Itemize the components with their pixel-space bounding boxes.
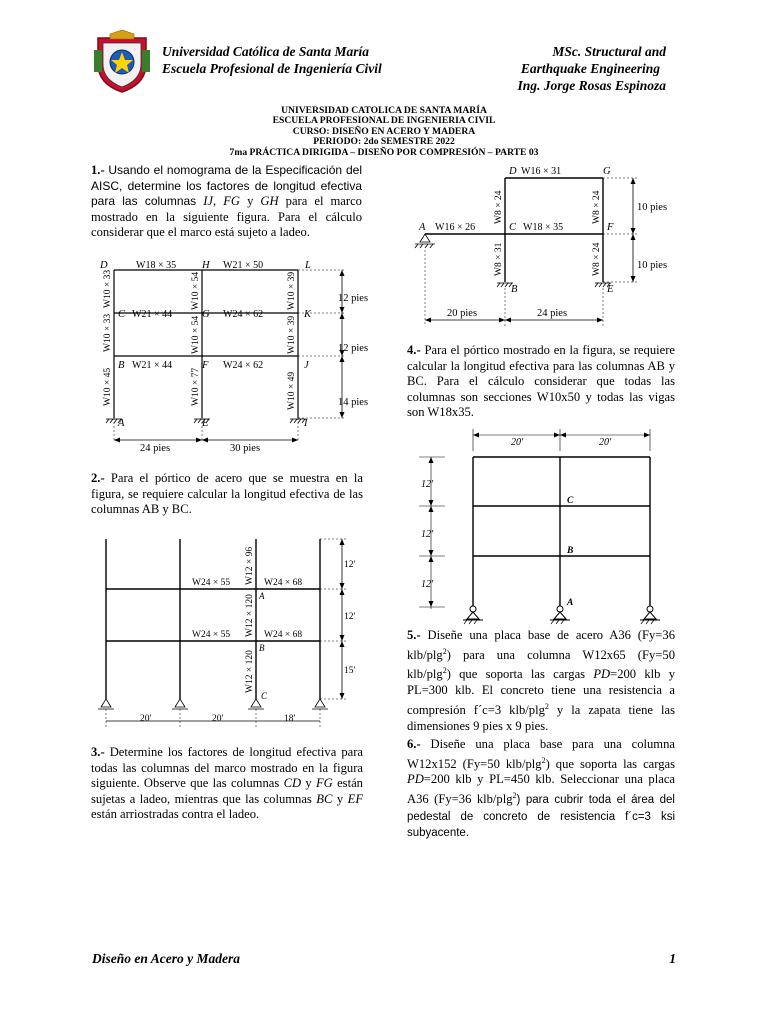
fig1-col-lk: W10 × 39 — [287, 271, 297, 310]
fig3-beam-cf: W18 × 35 — [523, 222, 564, 233]
fig1-dim-w1: 24 pies — [140, 443, 171, 454]
fig1-beam-dh: W18 × 35 — [136, 260, 177, 271]
fig3-node-e: E — [607, 284, 614, 295]
fig2-dim-h1: 12′ — [344, 560, 356, 570]
fig2-col-1: W12 × 96 — [245, 546, 255, 585]
problem-6-number: 6.- — [407, 737, 421, 751]
figure-4-frame — [405, 427, 670, 627]
fig1-col-kj: W10 × 39 — [287, 315, 297, 354]
fig1-beam-hl: W21 × 50 — [223, 260, 264, 271]
problem-3: 3.- Determine los factores de longitud efectiva para todas las columnas del marco mostrado en la figura siguiente. Observe que las columnas CD y FG están sujetas a ladeo, mientras que las columnas BC y EF están arriostradas contra el ladeo. — [91, 745, 364, 822]
fig3-dim-w1: 20 pies — [447, 308, 478, 319]
problem-4-number: 4.- — [407, 343, 421, 357]
fig1-col-ji: W10 × 49 — [287, 371, 297, 410]
fig3-col-fe: W8 × 24 — [592, 242, 602, 276]
fig1-beam-bf: W21 × 44 — [132, 360, 173, 371]
problem-2: 2.- Para el pórtico de acero que se muestra en la figura, se requiere calcular la longitud efectiva de las columnas AB y BC. — [91, 471, 363, 517]
fig2-label-a: A — [259, 591, 265, 601]
fig3-col-cb: W8 × 31 — [494, 242, 504, 276]
fig1-node-a: A — [118, 418, 125, 429]
fig1-node-e: E — [202, 418, 209, 429]
fig1-node-f: F — [202, 360, 209, 371]
figure-2-frame — [96, 537, 374, 734]
school-name: Escuela Profesional de Ingeniería Civil — [162, 61, 382, 76]
fig3-beam-dg: W16 × 31 — [521, 166, 562, 177]
fig4-dim-h3: 12′ — [421, 579, 434, 590]
problem-5: 5.- Diseñe una placa base de acero A36 (Fy=36 klb/plg$^2$) para una columna W12x65 (Fy=50 klb/plg$^2$) que soporta las cargas PD=200 klb y PL=300 klb. El concreto tiene una resistencia a compresión f´c=3 klb/plg$^2$ y la zapata tiene las dimensiones 9 pies x 9 pies. — [407, 628, 675, 733]
fig1-node-l: L — [305, 260, 311, 271]
fig2-dim-h3: 15′ — [344, 666, 356, 676]
problem-6: 6.- Diseñe una placa base para una columna W12x152 (Fy=50 klb/plg$^2$) que soporta las cargas PD=200 klb y PL=450 klb. Seleccionar una placa A36 (Fy=36 klb/plg$^2$) para cubrir toda el área del pedestal de concreto de resistencia f´c=3 ksi subyacente. — [407, 737, 676, 840]
fig2-dim-w1: 20′ — [140, 714, 152, 724]
fig3-dim-h1: 10 pies — [637, 202, 668, 213]
title-block — [160, 106, 608, 158]
header-left — [162, 43, 442, 77]
figure-1-frame — [92, 256, 374, 454]
fig4-label-a: A — [567, 598, 574, 608]
fig4-dim-w2: 20′ — [599, 437, 612, 448]
fig1-beam-gk: W24 × 62 — [223, 309, 264, 320]
fig1-col-fe: W10 × 77 — [191, 367, 201, 406]
figure-3-frame — [403, 160, 683, 328]
fig1-col-ba: W10 × 45 — [103, 367, 113, 406]
fig4-dim-h1: 12′ — [421, 479, 434, 490]
fig1-node-b: B — [118, 360, 125, 371]
title-line-2: ESCUELA PROFESIONAL DE INGENIERIA CIVIL — [272, 115, 496, 127]
title-line-4: PERIODO: 2do SEMESTRE 2022 — [313, 136, 455, 148]
fig1-dim-h3: 14 pies — [338, 397, 369, 408]
problem-5-number: 5.- — [407, 628, 421, 642]
problem-4: 4.- Para el pórtico mostrado en la figura, se requiere calcular la longitud efectiva para las columnas AB y BC. Para el cálculo considerar que todas las columnas son secciones W10x50 y todas las vigas son W18x35. — [407, 343, 675, 420]
footer-course-name: Diseño en Acero y Madera — [92, 951, 240, 966]
fig1-dim-h2: 12 pies — [338, 343, 369, 354]
fig1-node-d: D — [100, 260, 108, 271]
fig3-dim-w2: 24 pies — [537, 308, 568, 319]
fig3-beam-ac: W16 × 26 — [435, 222, 476, 233]
fig4-dim-h2: 12′ — [421, 529, 434, 540]
fig3-node-g: G — [603, 166, 611, 177]
fig1-node-j: J — [304, 360, 309, 371]
fig1-dim-h1: 12 pies — [338, 293, 369, 304]
problem-2-number: 2.- — [91, 471, 105, 485]
fig1-node-i: I — [304, 418, 308, 429]
fig1-node-g: G — [202, 309, 210, 320]
fig2-dim-h2: 12′ — [344, 612, 356, 622]
author-degree-2: Earthquake Engineering — [520, 61, 660, 76]
fig3-node-a: A — [419, 222, 426, 233]
fig1-beam-cg: W21 × 44 — [132, 309, 173, 320]
fig4-label-c: C — [567, 496, 574, 506]
title-line-5: 7ma PRÁCTICA DIRIGIDA – DISEÑO POR COMPRESIÓN – PARTE 03 — [229, 146, 539, 158]
fig1-col-dc: W10 × 33 — [103, 269, 113, 308]
fig1-col-gf: W10 × 54 — [191, 315, 201, 354]
fig3-node-d: D — [509, 166, 517, 177]
author-degree-1: MSc. Structural and — [552, 44, 666, 59]
fig2-label-b: B — [259, 643, 265, 653]
fig1-node-k: K — [304, 309, 312, 320]
author-name: Ing. Jorge Rosas Espinoza — [517, 78, 666, 93]
fig3-col-dc: W8 × 24 — [494, 190, 504, 224]
fig3-dim-h2: 10 pies — [637, 260, 668, 271]
fig2-dim-w2: 20′ — [212, 714, 224, 724]
fig3-node-f: F — [607, 222, 614, 233]
fig3-col-gf: W8 × 24 — [592, 190, 602, 224]
fig1-dim-w2: 30 pies — [230, 443, 261, 454]
fig2-beam-2: W24 × 68 — [264, 578, 303, 588]
fig4-label-b: B — [567, 546, 574, 556]
fig1-col-hg: W10 × 54 — [191, 271, 201, 310]
university-logo — [92, 30, 152, 94]
problem-1: 1.- Usando el nomograma de la Especificación del AISC, determine los factores de longitud efectiva para las columnas IJ, FG y GH para el marco mostrado en la siguiente figura. Para el cálculo considerar que el marco está sujeto a ladeo. — [91, 163, 362, 240]
fig1-col-cb: W10 × 33 — [103, 313, 113, 352]
fig2-label-c: C — [261, 691, 268, 701]
fig3-node-c: C — [509, 222, 517, 233]
fig2-dim-w3: 18′ — [284, 714, 296, 724]
fig2-col-2: W12 × 120 — [245, 594, 255, 637]
fig4-dim-w1: 20′ — [511, 437, 524, 448]
fig2-col-3: W12 × 120 — [245, 650, 255, 693]
university-name: Universidad Católica de Santa María — [162, 44, 370, 59]
crest-icon — [92, 30, 152, 94]
fig2-beam-1: W24 × 55 — [192, 578, 231, 588]
problem-3-number: 3.- — [91, 745, 105, 759]
problem-1-number: 1.- — [91, 163, 105, 177]
fig1-node-h: H — [202, 260, 210, 271]
fig3-node-b: B — [511, 284, 518, 295]
fig1-beam-fj: W24 × 62 — [223, 360, 264, 371]
fig1-node-c: C — [118, 309, 126, 320]
page-number: 1 — [669, 951, 676, 966]
fig2-beam-4: W24 × 68 — [264, 630, 303, 640]
title-line-3: CURSO: DISEÑO EN ACERO Y MADERA — [292, 125, 476, 137]
fig2-beam-3: W24 × 55 — [192, 630, 231, 640]
header-right — [470, 43, 666, 94]
title-line-1: UNIVERSIDAD CATOLICA DE SANTA MARÍA — [281, 105, 487, 116]
